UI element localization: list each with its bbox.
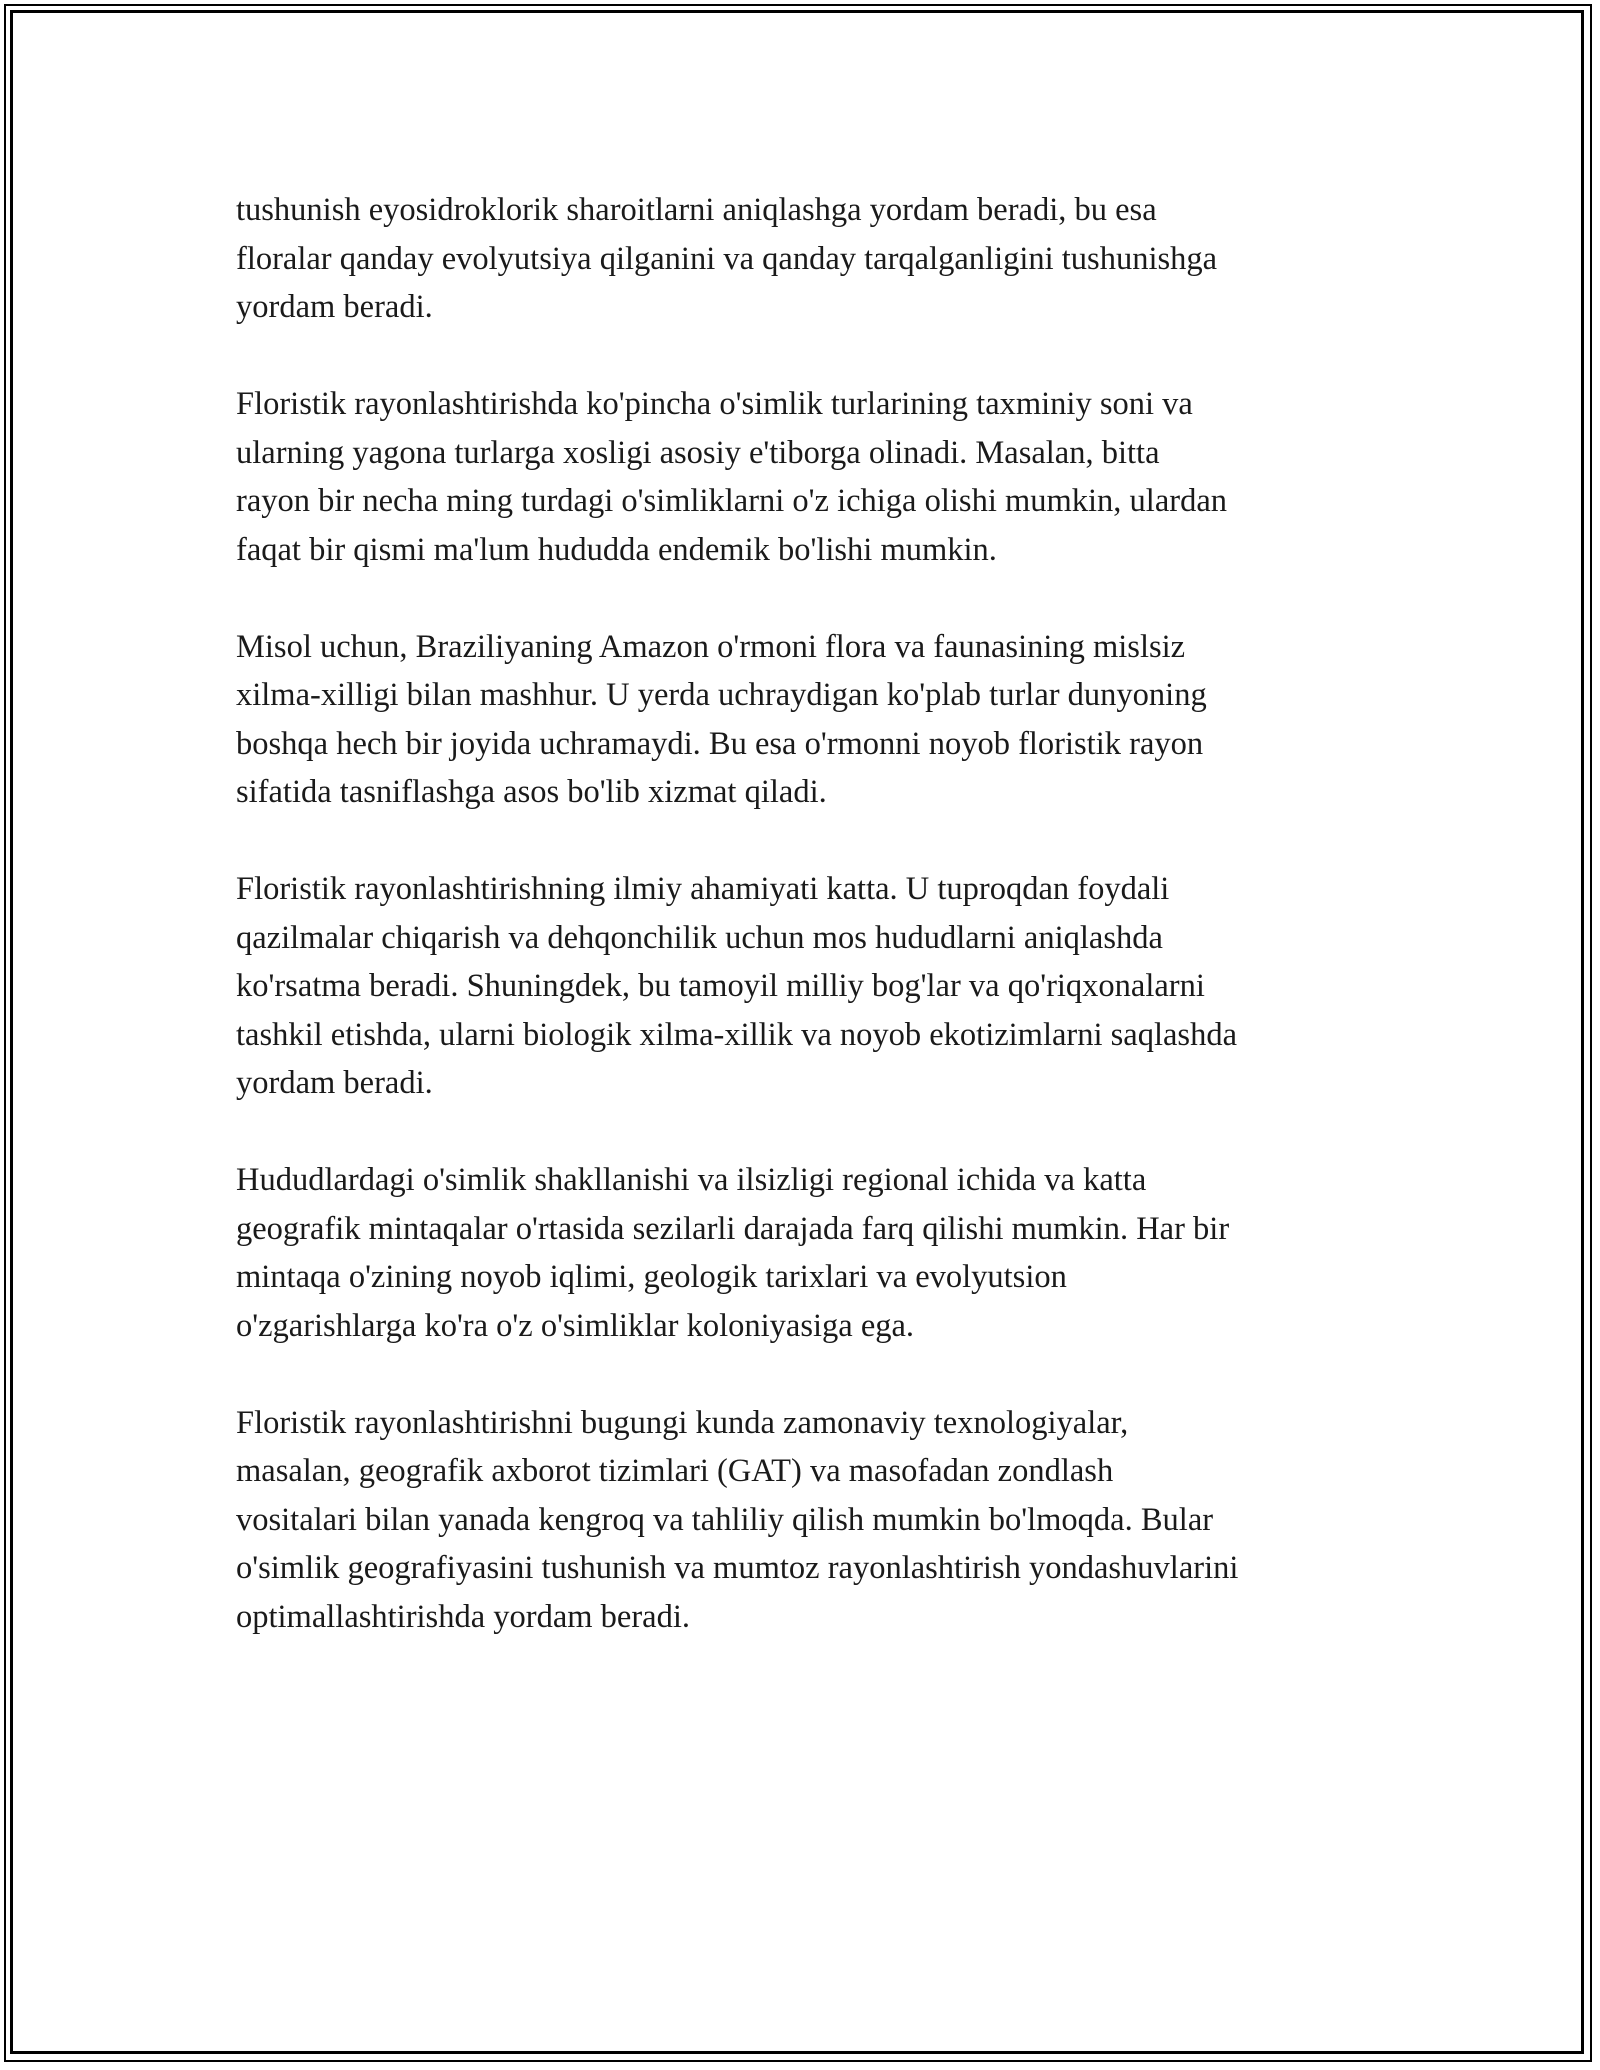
paragraph-6: Floristik rayonlashtirishni bugungi kunda zamonaviy texnologiyalar, masalan, geografik axborot tizimlari (GAT) va masofadan zondlash vositalari bilan yanada kengroq va tahliliy qilish mumkin bo'lmoqda. Bular o'simlik geografiyasini tushunish va mumtoz rayonlashtirish yondashuvlarini optimallashtirishda yordam beradi.: [236, 1404, 1239, 1635]
paragraph-5: Hududlardagi o'simlik shakllanishi va ilsizligi regional ichida va katta geografik mintaqalar o'rtasida sezilarli darajada farq qilishi mumkin. Har bir mintaqa o'zining noyob iqlimi, geologik tarixlari va evolyutsion o'zgarishlarga ko'ra o'z o'simliklar koloniyasiga ega.: [236, 1162, 1230, 1344]
paragraph-1: tushunish eyosidroklorik sharoitlarni aniqlashga yordam beradi, bu esa floralar qanday evolyutsiya qilganini va qanday tarqalganligini tushunishga yordam beradi.: [236, 192, 1218, 325]
paragraph-4: Floristik rayonlashtirishning ilmiy ahamiyati katta. U tuproqdan foydali qazilmalar chiqarish va dehqonchilik uchun mos hududlarni aniqlashda ko'rsatma beradi. Shuningdek, bu tamoyil milliy bog'lar va qo'riqxonalarni tashkil etishda, ularni biologik xilma-xillik va noyob ekotizimlarni saqlashda yordam beradi.: [236, 871, 1237, 1101]
paragraph-2: Floristik rayonlashtirishda ko'pincha o'simlik turlarining taxminiy soni va ularning yagona turlarga xosligi asosiy e'tiborga olinadi. Masalan, bitta rayon bir necha ming turdagi o'simliklarni o'z ichiga olishi mumkin, ulardan faqat bir qismi ma'lum hududda endemik bo'lishi mumkin.: [236, 386, 1228, 568]
document-body: [236, 186, 1386, 1690]
paragraph-3: Misol uchun, Braziliyaning Amazon o'rmoni flora va faunasining mislsiz xilma-xilligi bilan mashhur. U yerda uchraydigan ko'plab turlar dunyoning boshqa hech bir joyida uchramaydi. Bu esa o'rmonni noyob floristik rayon sifatida tasniflashga asos bo'lib xizmat qiladi.: [236, 628, 1207, 810]
